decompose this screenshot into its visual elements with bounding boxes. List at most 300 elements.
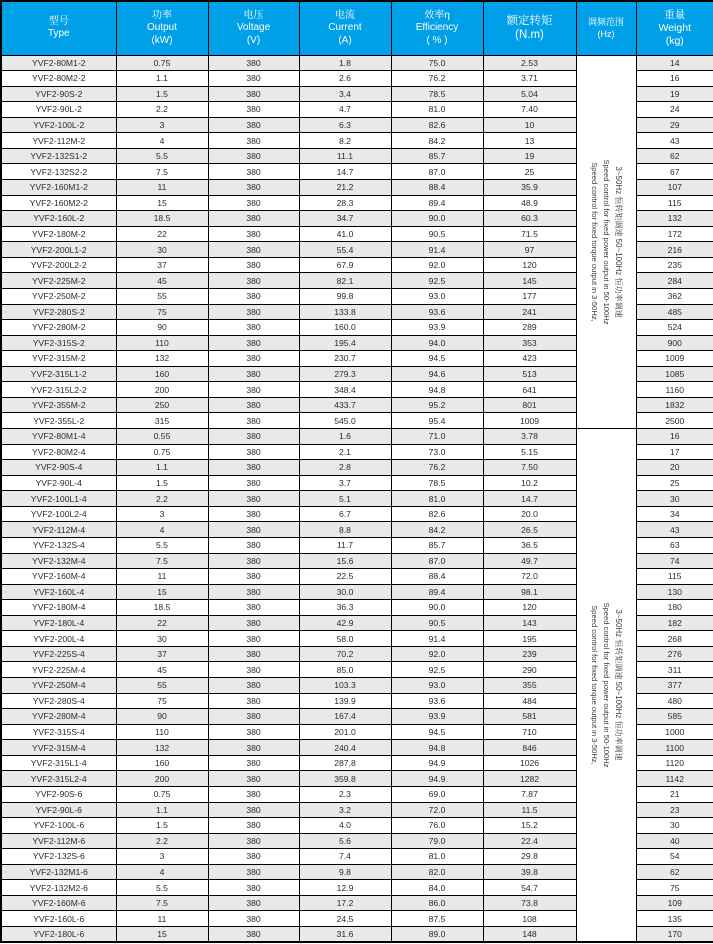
cell-torque-nm: 10	[483, 117, 576, 133]
cell-type: YVF2-160M-4	[1, 569, 116, 585]
cell-output-kw: 75	[116, 693, 208, 709]
cell-current-a: 22.5	[299, 569, 391, 585]
cell-weight-kg: 900	[636, 335, 713, 351]
cell-output-kw: 45	[116, 662, 208, 678]
cell-current-a: 7.4	[299, 849, 391, 865]
cell-current-a: 1.8	[299, 55, 391, 71]
cell-voltage-v: 380	[208, 833, 299, 849]
cell-output-kw: 5.5	[116, 880, 208, 896]
cell-efficiency-pct: 75.0	[391, 55, 483, 71]
cell-torque-nm: 54.7	[483, 880, 576, 896]
cell-voltage-v: 380	[208, 693, 299, 709]
cell-current-a: 133.8	[299, 304, 391, 320]
cell-efficiency-pct: 79.0	[391, 833, 483, 849]
cell-current-a: 3.7	[299, 475, 391, 491]
cell-torque-nm: 13	[483, 133, 576, 149]
header-label: 效率η	[424, 9, 450, 21]
cell-voltage-v: 380	[208, 71, 299, 87]
cell-efficiency-pct: 78.5	[391, 86, 483, 102]
cell-voltage-v: 380	[208, 880, 299, 896]
cell-current-a: 139.9	[299, 693, 391, 709]
cell-efficiency-pct: 89.0	[391, 927, 483, 943]
header-label: Efficiency	[415, 22, 459, 33]
cell-output-kw: 15	[116, 195, 208, 211]
cell-weight-kg: 284	[636, 273, 713, 289]
cell-output-kw: 110	[116, 335, 208, 351]
cell-efficiency-pct: 85.7	[391, 148, 483, 164]
cell-weight-kg: 1142	[636, 771, 713, 787]
cell-type: YVF2-280M-4	[1, 709, 116, 725]
cell-current-a: 9.8	[299, 864, 391, 880]
cell-voltage-v: 380	[208, 195, 299, 211]
cell-output-kw: 200	[116, 382, 208, 398]
cell-voltage-v: 380	[208, 786, 299, 802]
cell-weight-kg: 43	[636, 133, 713, 149]
cell-efficiency-pct: 81.0	[391, 849, 483, 865]
cell-type: YVF2-100L1-4	[1, 491, 116, 507]
cell-weight-kg: 74	[636, 553, 713, 569]
cell-output-kw: 3	[116, 506, 208, 522]
cell-weight-kg: 63	[636, 537, 713, 553]
cell-type: YVF2-90S-4	[1, 460, 116, 476]
cell-voltage-v: 380	[208, 366, 299, 382]
cell-torque-nm: 11.5	[483, 802, 576, 818]
cell-voltage-v: 380	[208, 320, 299, 336]
cell-current-a: 6.3	[299, 117, 391, 133]
cell-current-a: 2.3	[299, 786, 391, 802]
cell-weight-kg: 180	[636, 600, 713, 616]
cell-output-kw: 3	[116, 117, 208, 133]
cell-efficiency-pct: 89.4	[391, 584, 483, 600]
cell-output-kw: 11	[116, 911, 208, 927]
cell-type: YVF2-160M1-2	[1, 180, 116, 196]
header-label: (N.m)	[515, 29, 544, 42]
cell-output-kw: 75	[116, 304, 208, 320]
cell-type: YVF2-315L2-2	[1, 382, 116, 398]
cell-type: YVF2-132M-4	[1, 553, 116, 569]
cell-efficiency-pct: 95.2	[391, 397, 483, 413]
cell-output-kw: 1.5	[116, 86, 208, 102]
cell-current-a: 195.4	[299, 335, 391, 351]
cell-current-a: 5.1	[299, 491, 391, 507]
cell-efficiency-pct: 89.4	[391, 195, 483, 211]
cell-weight-kg: 1100	[636, 740, 713, 756]
cell-voltage-v: 380	[208, 771, 299, 787]
cell-torque-nm: 120	[483, 257, 576, 273]
cell-torque-nm: 73.8	[483, 895, 576, 911]
cell-efficiency-pct: 82.0	[391, 864, 483, 880]
cell-torque-nm: 22.4	[483, 833, 576, 849]
cell-current-a: 167.4	[299, 709, 391, 725]
cell-weight-kg: 268	[636, 631, 713, 647]
cell-type: YVF2-180L-4	[1, 615, 116, 631]
cell-current-a: 11.7	[299, 537, 391, 553]
cell-torque-nm: 36.5	[483, 537, 576, 553]
cell-type: YVF2-250M-4	[1, 678, 116, 694]
cell-efficiency-pct: 92.5	[391, 273, 483, 289]
cell-type: YVF2-225M-2	[1, 273, 116, 289]
cell-weight-kg: 480	[636, 693, 713, 709]
cell-current-a: 55.4	[299, 242, 391, 258]
cell-type: YVF2-160L-6	[1, 911, 116, 927]
cell-current-a: 99.8	[299, 288, 391, 304]
cell-efficiency-pct: 72.0	[391, 802, 483, 818]
cell-output-kw: 0.75	[116, 55, 208, 71]
cell-type: YVF2-112M-4	[1, 522, 116, 538]
cell-weight-kg: 34	[636, 506, 713, 522]
cell-torque-nm: 239	[483, 646, 576, 662]
cell-current-a: 4.0	[299, 818, 391, 834]
cell-type: YVF2-80M1-4	[1, 429, 116, 445]
cell-current-a: 42.9	[299, 615, 391, 631]
cell-voltage-v: 380	[208, 600, 299, 616]
cell-voltage-v: 380	[208, 911, 299, 927]
cell-voltage-v: 380	[208, 211, 299, 227]
cell-type: YVF2-315M-2	[1, 351, 116, 367]
cell-output-kw: 30	[116, 242, 208, 258]
cell-efficiency-pct: 84.2	[391, 522, 483, 538]
cell-voltage-v: 380	[208, 413, 299, 429]
cell-type: YVF2-180M-4	[1, 600, 116, 616]
header-label: (kg)	[665, 34, 684, 47]
cell-type: YVF2-160L-2	[1, 211, 116, 227]
cell-output-kw: 160	[116, 366, 208, 382]
header-label: Weight	[658, 21, 691, 34]
cell-current-a: 287.8	[299, 755, 391, 771]
cell-weight-kg: 182	[636, 615, 713, 631]
cell-weight-kg: 19	[636, 86, 713, 102]
cell-output-kw: 7.5	[116, 164, 208, 180]
cell-type: YVF2-315L1-2	[1, 366, 116, 382]
cell-voltage-v: 380	[208, 304, 299, 320]
col-header-freq	[576, 1, 636, 55]
cell-current-a: 359.8	[299, 771, 391, 787]
cell-output-kw: 11	[116, 569, 208, 585]
cell-type: YVF2-225S-4	[1, 646, 116, 662]
cell-type: YVF2-80M2-2	[1, 71, 116, 87]
cell-type: YVF2-90S-6	[1, 786, 116, 802]
cell-current-a: 201.0	[299, 724, 391, 740]
freq-note-line: 3~50Hz 恒转矩调速 50~100Hz 恒功率调速	[614, 166, 623, 318]
cell-voltage-v: 380	[208, 273, 299, 289]
cell-type: YVF2-315L2-4	[1, 771, 116, 787]
cell-efficiency-pct: 93.9	[391, 709, 483, 725]
cell-current-a: 67.9	[299, 257, 391, 273]
cell-efficiency-pct: 94.8	[391, 740, 483, 756]
cell-type: YVF2-160M-6	[1, 895, 116, 911]
cell-current-a: 6.7	[299, 506, 391, 522]
cell-current-a: 348.4	[299, 382, 391, 398]
cell-current-a: 3.4	[299, 86, 391, 102]
cell-current-a: 14.7	[299, 164, 391, 180]
cell-torque-nm: 7.40	[483, 102, 576, 118]
cell-type: YVF2-180M-2	[1, 226, 116, 242]
cell-voltage-v: 380	[208, 460, 299, 476]
cell-efficiency-pct: 92.5	[391, 662, 483, 678]
cell-output-kw: 18.5	[116, 211, 208, 227]
cell-weight-kg: 17	[636, 444, 713, 460]
cell-type: YVF2-100L-2	[1, 117, 116, 133]
cell-voltage-v: 380	[208, 148, 299, 164]
cell-type: YVF2-132S-6	[1, 849, 116, 865]
freq-note-line: Speed control for fixed power output in 50-100Hz	[602, 159, 611, 325]
cell-torque-nm: 29.8	[483, 849, 576, 865]
cell-torque-nm: 846	[483, 740, 576, 756]
header-label: ( % )	[426, 34, 448, 46]
cell-efficiency-pct: 86.0	[391, 895, 483, 911]
cell-efficiency-pct: 87.0	[391, 164, 483, 180]
cell-output-kw: 18.5	[116, 600, 208, 616]
cell-output-kw: 315	[116, 413, 208, 429]
freq-note-vertical-text	[588, 603, 624, 768]
cell-voltage-v: 380	[208, 522, 299, 538]
cell-type: YVF2-112M-6	[1, 833, 116, 849]
cell-torque-nm: 15.2	[483, 818, 576, 834]
freq-note-vertical-text	[588, 159, 624, 324]
cell-type: YVF2-200L-4	[1, 631, 116, 647]
cell-weight-kg: 115	[636, 195, 713, 211]
cell-type: YVF2-160M2-2	[1, 195, 116, 211]
cell-torque-nm: 120	[483, 600, 576, 616]
cell-torque-nm: 484	[483, 693, 576, 709]
cell-type: YVF2-112M-2	[1, 133, 116, 149]
cell-efficiency-pct: 76.2	[391, 71, 483, 87]
cell-current-a: 433.7	[299, 397, 391, 413]
cell-weight-kg: 21	[636, 786, 713, 802]
cell-voltage-v: 380	[208, 382, 299, 398]
table-header	[1, 1, 713, 55]
cell-weight-kg: 75	[636, 880, 713, 896]
cell-torque-nm: 71.5	[483, 226, 576, 242]
header-label: 额定转矩	[506, 15, 553, 28]
cell-efficiency-pct: 81.0	[391, 102, 483, 118]
cell-output-kw: 250	[116, 397, 208, 413]
cell-torque-nm: 49.7	[483, 553, 576, 569]
cell-voltage-v: 380	[208, 927, 299, 943]
cell-current-a: 2.8	[299, 460, 391, 476]
cell-torque-nm: 1026	[483, 755, 576, 771]
freq-range-cell	[576, 55, 636, 429]
cell-output-kw: 200	[116, 771, 208, 787]
cell-output-kw: 2.2	[116, 833, 208, 849]
cell-weight-kg: 40	[636, 833, 713, 849]
cell-voltage-v: 380	[208, 537, 299, 553]
cell-voltage-v: 380	[208, 86, 299, 102]
cell-weight-kg: 362	[636, 288, 713, 304]
cell-current-a: 85.0	[299, 662, 391, 678]
cell-current-a: 4.7	[299, 102, 391, 118]
cell-voltage-v: 380	[208, 117, 299, 133]
cell-weight-kg: 276	[636, 646, 713, 662]
table-body	[1, 55, 713, 942]
cell-type: YVF2-90L-6	[1, 802, 116, 818]
cell-efficiency-pct: 69.0	[391, 786, 483, 802]
cell-output-kw: 2.2	[116, 102, 208, 118]
cell-current-a: 8.8	[299, 522, 391, 538]
cell-torque-nm: 98.1	[483, 584, 576, 600]
cell-weight-kg: 23	[636, 802, 713, 818]
cell-efficiency-pct: 87.0	[391, 553, 483, 569]
cell-voltage-v: 380	[208, 615, 299, 631]
cell-efficiency-pct: 73.0	[391, 444, 483, 460]
cell-type: YVF2-90L-2	[1, 102, 116, 118]
cell-efficiency-pct: 90.5	[391, 226, 483, 242]
cell-torque-nm: 97	[483, 242, 576, 258]
cell-voltage-v: 380	[208, 55, 299, 71]
cell-efficiency-pct: 93.6	[391, 693, 483, 709]
cell-weight-kg: 235	[636, 257, 713, 273]
cell-weight-kg: 29	[636, 117, 713, 133]
cell-type: YVF2-200L1-2	[1, 242, 116, 258]
cell-torque-nm: 177	[483, 288, 576, 304]
cell-torque-nm: 2.53	[483, 55, 576, 71]
cell-output-kw: 15	[116, 927, 208, 943]
cell-current-a: 279.3	[299, 366, 391, 382]
cell-output-kw: 132	[116, 740, 208, 756]
cell-efficiency-pct: 94.6	[391, 366, 483, 382]
col-header-torque	[483, 1, 576, 55]
cell-voltage-v: 380	[208, 740, 299, 756]
cell-output-kw: 4	[116, 522, 208, 538]
cell-weight-kg: 115	[636, 569, 713, 585]
cell-torque-nm: 353	[483, 335, 576, 351]
cell-efficiency-pct: 88.4	[391, 180, 483, 196]
cell-weight-kg: 62	[636, 864, 713, 880]
cell-output-kw: 1.1	[116, 71, 208, 87]
cell-output-kw: 22	[116, 615, 208, 631]
cell-voltage-v: 380	[208, 257, 299, 273]
cell-voltage-v: 380	[208, 755, 299, 771]
col-header-voltage	[208, 1, 299, 55]
cell-weight-kg: 54	[636, 849, 713, 865]
header-label: 电流	[335, 9, 355, 21]
header-label: (A)	[338, 34, 352, 46]
cell-output-kw: 1.5	[116, 818, 208, 834]
cell-current-a: 21.2	[299, 180, 391, 196]
cell-output-kw: 0.55	[116, 429, 208, 445]
cell-weight-kg: 1000	[636, 724, 713, 740]
cell-type: YVF2-250M-2	[1, 288, 116, 304]
cell-torque-nm: 3.71	[483, 71, 576, 87]
cell-type: YVF2-315L1-4	[1, 755, 116, 771]
cell-efficiency-pct: 76.0	[391, 818, 483, 834]
cell-torque-nm: 14.7	[483, 491, 576, 507]
cell-torque-nm: 143	[483, 615, 576, 631]
cell-torque-nm: 35.9	[483, 180, 576, 196]
cell-torque-nm: 72.0	[483, 569, 576, 585]
cell-weight-kg: 524	[636, 320, 713, 336]
cell-efficiency-pct: 87.5	[391, 911, 483, 927]
cell-efficiency-pct: 93.0	[391, 288, 483, 304]
cell-output-kw: 15	[116, 584, 208, 600]
cell-current-a: 31.6	[299, 927, 391, 943]
cell-weight-kg: 135	[636, 911, 713, 927]
cell-weight-kg: 16	[636, 429, 713, 445]
cell-current-a: 24.5	[299, 911, 391, 927]
header-row	[1, 1, 713, 55]
cell-output-kw: 37	[116, 257, 208, 273]
freq-note-line: Speed control for fixed torque output in 3-50Hz,	[590, 605, 599, 765]
freq-note-line: Speed control for fixed torque output in 3-50Hz,	[590, 161, 599, 322]
header-label: (V)	[246, 34, 261, 46]
cell-voltage-v: 380	[208, 397, 299, 413]
cell-torque-nm: 1282	[483, 771, 576, 787]
cell-voltage-v: 380	[208, 351, 299, 367]
cell-efficiency-pct: 88.4	[391, 569, 483, 585]
cell-voltage-v: 380	[208, 180, 299, 196]
cell-voltage-v: 380	[208, 553, 299, 569]
cell-torque-nm: 289	[483, 320, 576, 336]
cell-efficiency-pct: 92.0	[391, 646, 483, 662]
cell-weight-kg: 170	[636, 927, 713, 943]
cell-efficiency-pct: 84.0	[391, 880, 483, 896]
cell-output-kw: 22	[116, 226, 208, 242]
cell-voltage-v: 380	[208, 818, 299, 834]
cell-efficiency-pct: 93.9	[391, 320, 483, 336]
cell-current-a: 17.2	[299, 895, 391, 911]
cell-current-a: 2.1	[299, 444, 391, 460]
cell-torque-nm: 7.50	[483, 460, 576, 476]
cell-current-a: 28.3	[299, 195, 391, 211]
table-row	[1, 55, 713, 71]
cell-weight-kg: 172	[636, 226, 713, 242]
cell-weight-kg: 62	[636, 148, 713, 164]
cell-current-a: 12.9	[299, 880, 391, 896]
cell-voltage-v: 380	[208, 164, 299, 180]
cell-efficiency-pct: 81.0	[391, 491, 483, 507]
cell-torque-nm: 60.3	[483, 211, 576, 227]
cell-type: YVF2-132S-4	[1, 537, 116, 553]
cell-efficiency-pct: 94.5	[391, 351, 483, 367]
cell-efficiency-pct: 71.0	[391, 429, 483, 445]
cell-efficiency-pct: 78.5	[391, 475, 483, 491]
cell-efficiency-pct: 76.2	[391, 460, 483, 476]
cell-type: YVF2-80M1-2	[1, 55, 116, 71]
cell-type: YVF2-225M-4	[1, 662, 116, 678]
cell-torque-nm: 241	[483, 304, 576, 320]
cell-current-a: 1.6	[299, 429, 391, 445]
cell-weight-kg: 16	[636, 71, 713, 87]
cell-voltage-v: 380	[208, 662, 299, 678]
cell-output-kw: 4	[116, 864, 208, 880]
cell-type: YVF2-90S-2	[1, 86, 116, 102]
cell-output-kw: 3	[116, 849, 208, 865]
cell-type: YVF2-180L-6	[1, 927, 116, 943]
header-label: Output	[146, 22, 178, 33]
header-label: (kW)	[151, 34, 173, 46]
cell-weight-kg: 216	[636, 242, 713, 258]
cell-voltage-v: 380	[208, 226, 299, 242]
header-label: Current	[328, 22, 362, 33]
cell-efficiency-pct: 94.0	[391, 335, 483, 351]
cell-current-a: 58.0	[299, 631, 391, 647]
header-label: Type	[47, 28, 70, 40]
cell-output-kw: 55	[116, 288, 208, 304]
cell-voltage-v: 380	[208, 475, 299, 491]
cell-type: YVF2-355L-2	[1, 413, 116, 429]
table-row	[1, 429, 713, 445]
cell-torque-nm: 195	[483, 631, 576, 647]
cell-type: YVF2-280S-2	[1, 304, 116, 320]
cell-torque-nm: 5.15	[483, 444, 576, 460]
freq-note-line: 3~50Hz 恒转矩调速 50~100Hz 恒功率调速	[614, 609, 623, 761]
cell-type: YVF2-132S2-2	[1, 164, 116, 180]
cell-efficiency-pct: 91.4	[391, 242, 483, 258]
cell-output-kw: 5.5	[116, 148, 208, 164]
cell-weight-kg: 2500	[636, 413, 713, 429]
cell-output-kw: 37	[116, 646, 208, 662]
cell-voltage-v: 380	[208, 849, 299, 865]
